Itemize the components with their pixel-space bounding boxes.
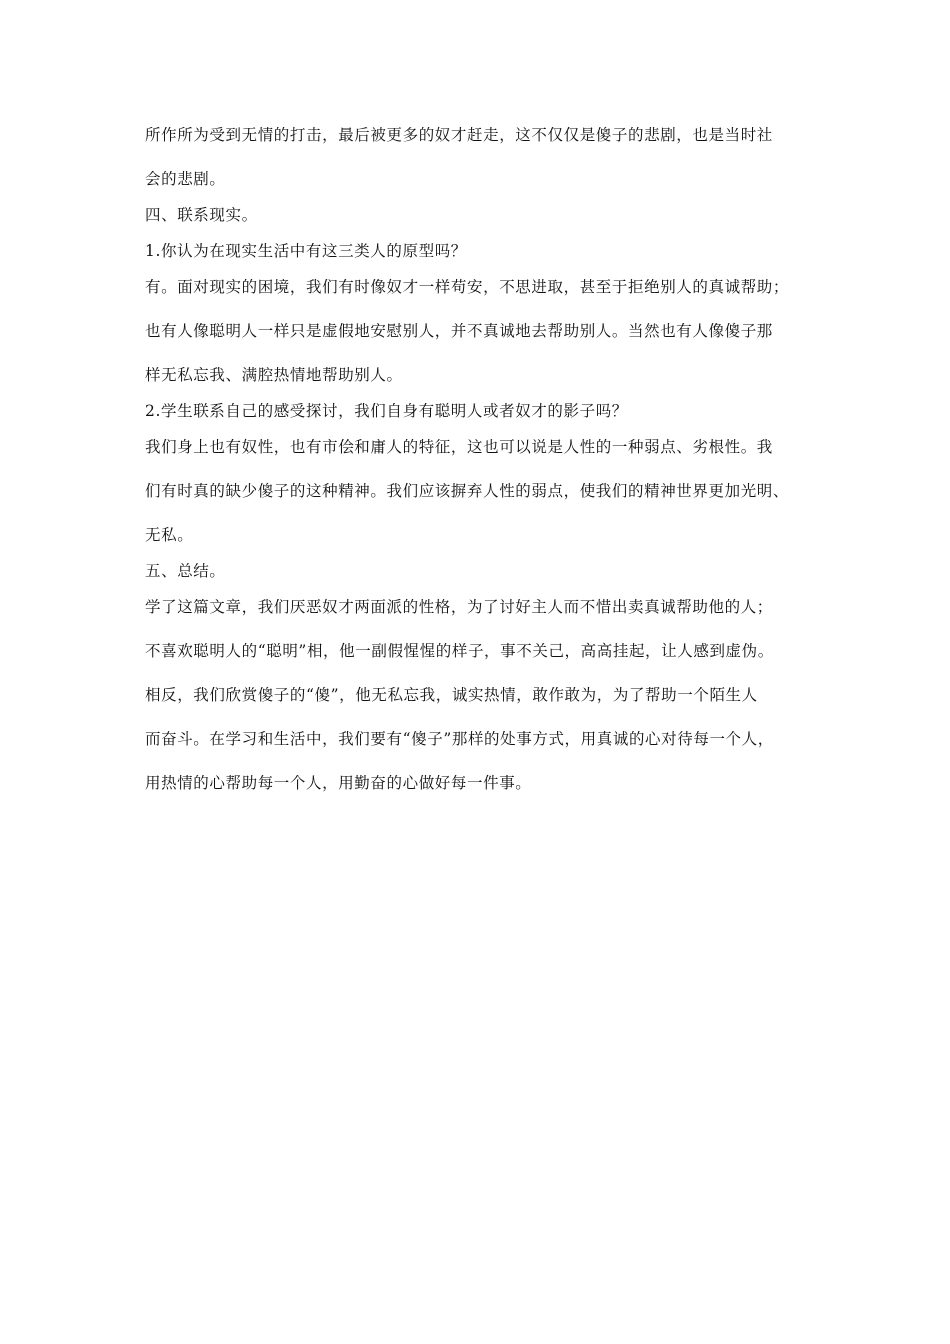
question-line: 2.学生联系自己的感受探讨，我们自身有聪明人或者奴才的影子吗？ (145, 402, 628, 420)
paragraph-line: 而奋斗。在学习和生活中，我们要有“傻子”那样的处事方式，用真诚的心对待每一个人， (145, 730, 774, 748)
section-heading: 五、总结。 (145, 562, 226, 580)
question-line: 1.你认为在现实生活中有这三类人的原型吗？ (145, 242, 467, 260)
section-heading: 四、联系现实。 (145, 206, 258, 224)
paragraph-line: 相反，我们欣赏傻子的“傻”，他无私忘我，诚实热情，敢作敢为，为了帮助一个陌生人 (145, 686, 758, 704)
paragraph-line: 所作所为受到无情的打击，最后被更多的奴才赶走，这不仅仅是傻子的悲剧，也是当时社 (145, 126, 773, 144)
paragraph-line: 有。面对现实的困境，我们有时像奴才一样苟安，不思进取，甚至于拒绝别人的真诚帮助； (145, 278, 790, 296)
paragraph-line: 我们身上也有奴性，也有市侩和庸人的特征，这也可以说是人性的一种弱点、劣根性。我 (145, 438, 773, 456)
paragraph-line: 也有人像聪明人一样只是虚假地安慰别人，并不真诚地去帮助别人。当然也有人像傻子那 (145, 322, 773, 340)
paragraph-line: 会的悲剧。 (145, 170, 226, 188)
paragraph-line: 样无私忘我、满腔热情地帮助别人。 (145, 366, 403, 384)
paragraph-line: 不喜欢聪明人的“聪明”相，他一副假惺惺的样子，事不关己，高高挂起，让人感到虚伪。 (145, 642, 774, 660)
paragraph-line: 们有时真的缺少傻子的这种精神。我们应该摒弃人性的弱点，使我们的精神世界更加光明、 (145, 482, 790, 500)
paragraph-line: 无私。 (145, 526, 194, 544)
paragraph-line: 学了这篇文章，我们厌恶奴才两面派的性格，为了讨好主人而不惜出卖真诚帮助他的人； (145, 598, 773, 616)
paragraph-line: 用热情的心帮助每一个人，用勤奋的心做好每一件事。 (145, 774, 532, 792)
